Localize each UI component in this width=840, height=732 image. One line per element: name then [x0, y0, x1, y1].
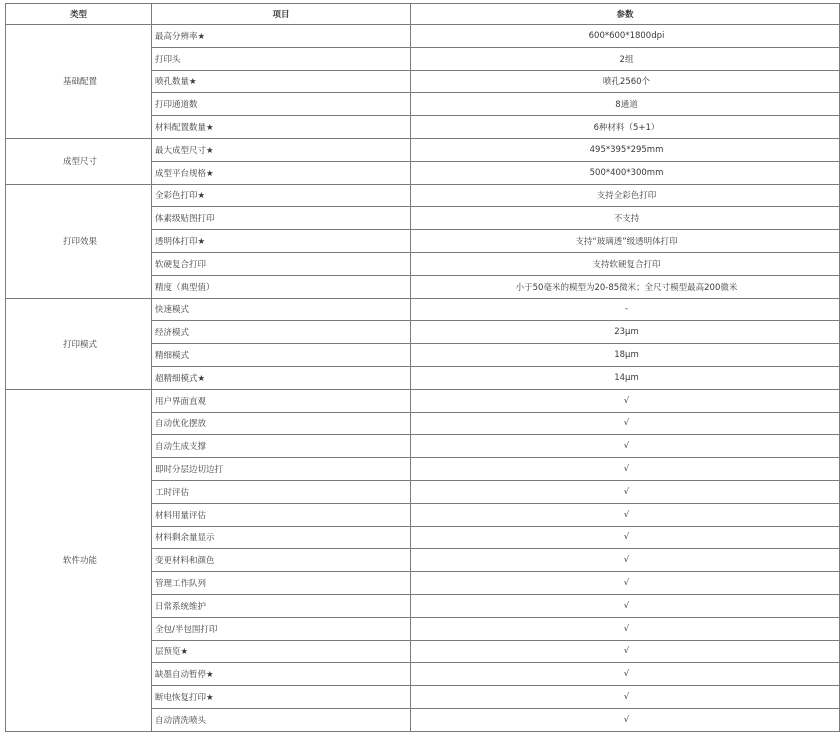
value-cell: √: [411, 572, 840, 595]
value-cell: 6种材料（5+1）: [411, 116, 840, 139]
value-cell: 小于50毫米的模型为20-85微米；全尺寸模型最高200微米: [411, 275, 840, 298]
item-cell: 断电恢复打印★: [152, 686, 411, 709]
value-cell: √: [411, 412, 840, 435]
value-cell: √: [411, 686, 840, 709]
header-item: 项目: [152, 4, 411, 25]
value-cell: 支持软硬复合打印: [411, 252, 840, 275]
header-row: [6, 4, 840, 25]
item-cell: 喷孔数量★: [152, 70, 411, 93]
value-cell: 23μm: [411, 321, 840, 344]
value-cell: 8通道: [411, 93, 840, 116]
category-cell: 软件功能: [6, 389, 152, 731]
item-cell: 材料配置数量★: [152, 116, 411, 139]
item-cell: 用户界面直观: [152, 389, 411, 412]
item-cell: 全彩色打印★: [152, 184, 411, 207]
item-cell: 精度（典型值）: [152, 275, 411, 298]
item-cell: 透明体打印★: [152, 230, 411, 253]
item-cell: 管理工作队列: [152, 572, 411, 595]
category-cell: 基础配置: [6, 25, 152, 139]
value-cell: √: [411, 663, 840, 686]
item-cell: 缺墨自动暂停★: [152, 663, 411, 686]
value-cell: 2组: [411, 47, 840, 70]
item-cell: 精细模式: [152, 344, 411, 367]
item-cell: 全包/半包围打印: [152, 617, 411, 640]
item-cell: 最高分辨率★: [152, 25, 411, 48]
item-cell: 体素级贴图打印: [152, 207, 411, 230]
spec-table: [5, 3, 840, 732]
value-cell: -: [411, 298, 840, 321]
value-cell: 495*395*295mm: [411, 138, 840, 161]
value-cell: √: [411, 480, 840, 503]
table-body: [6, 25, 840, 732]
item-cell: 材料用量评估: [152, 503, 411, 526]
item-cell: 最大成型尺寸★: [152, 138, 411, 161]
category-cell: 成型尺寸: [6, 138, 152, 184]
table-header: [6, 4, 840, 25]
item-cell: 材料剩余量显示: [152, 526, 411, 549]
value-cell: √: [411, 435, 840, 458]
item-cell: 自动优化摆放: [152, 412, 411, 435]
value-cell: 支持“玻璃透”级透明体打印: [411, 230, 840, 253]
item-cell: 打印通道数: [152, 93, 411, 116]
value-cell: 喷孔2560个: [411, 70, 840, 93]
value-cell: 500*400*300mm: [411, 161, 840, 184]
value-cell: 600*600*1800dpi: [411, 25, 840, 48]
item-cell: 层预览★: [152, 640, 411, 663]
item-cell: 快速模式: [152, 298, 411, 321]
table-row: [6, 25, 840, 48]
header-param: 参数: [411, 4, 840, 25]
category-cell: 打印效果: [6, 184, 152, 298]
value-cell: √: [411, 594, 840, 617]
value-cell: √: [411, 458, 840, 481]
item-cell: 自动清洗喷头: [152, 708, 411, 731]
value-cell: √: [411, 617, 840, 640]
value-cell: 14μm: [411, 366, 840, 389]
item-cell: 经济模式: [152, 321, 411, 344]
item-cell: 变更材料和颜色: [152, 549, 411, 572]
value-cell: √: [411, 389, 840, 412]
table-row: [6, 389, 840, 412]
item-cell: 超精细模式★: [152, 366, 411, 389]
item-cell: 即时分层边切边打: [152, 458, 411, 481]
item-cell: 软硬复合打印: [152, 252, 411, 275]
item-cell: 自动生成支撑: [152, 435, 411, 458]
header-type: 类型: [6, 4, 152, 25]
value-cell: √: [411, 708, 840, 731]
item-cell: 打印头: [152, 47, 411, 70]
value-cell: √: [411, 503, 840, 526]
category-cell: 打印模式: [6, 298, 152, 389]
value-cell: 支持全彩色打印: [411, 184, 840, 207]
value-cell: √: [411, 549, 840, 572]
item-cell: 日常系统维护: [152, 594, 411, 617]
table-row: [6, 298, 840, 321]
table-row: [6, 138, 840, 161]
value-cell: √: [411, 526, 840, 549]
item-cell: 成型平台规格★: [152, 161, 411, 184]
table-row: [6, 184, 840, 207]
item-cell: 工时评估: [152, 480, 411, 503]
value-cell: 不支持: [411, 207, 840, 230]
value-cell: 18μm: [411, 344, 840, 367]
value-cell: √: [411, 640, 840, 663]
